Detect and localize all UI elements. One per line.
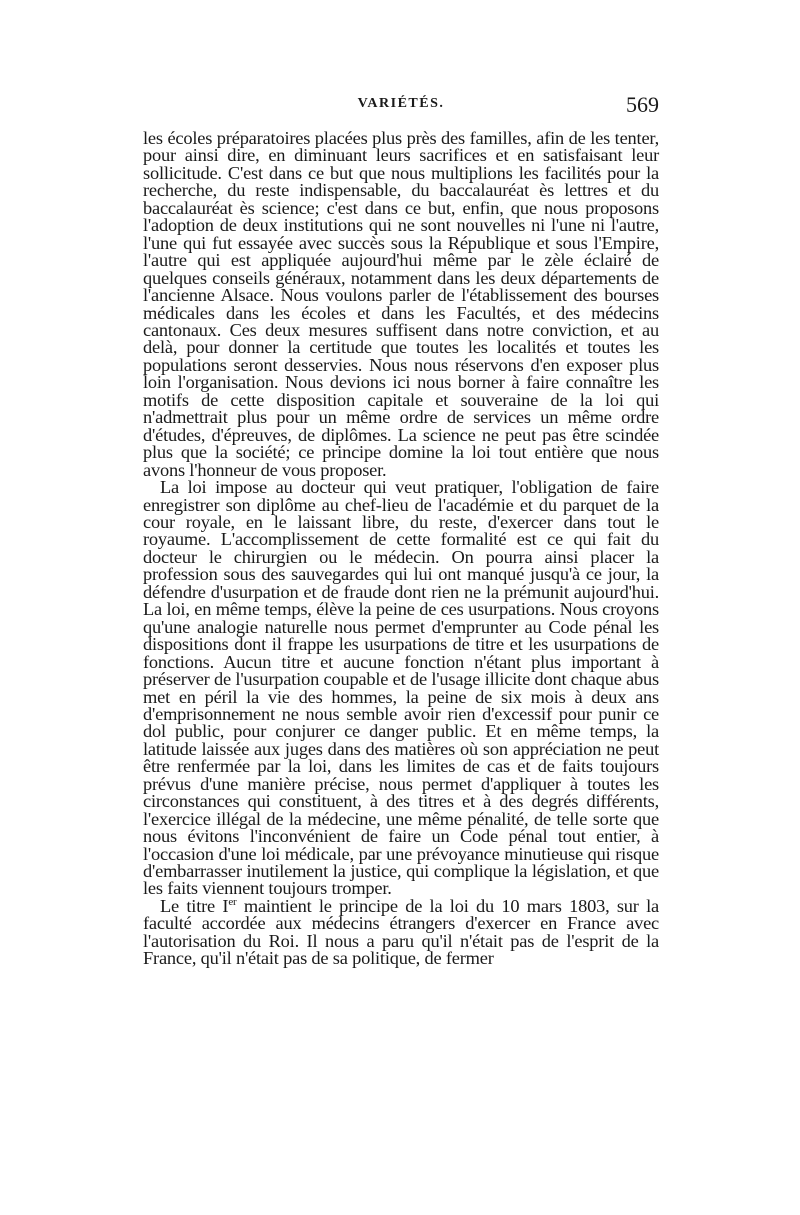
running-head [143, 92, 659, 120]
paragraph-text: Le titre I [160, 895, 229, 916]
superscript: er [228, 895, 237, 908]
paragraph-text: maintient le principe de la loi du 10 mars 1803, sur la faculté accordée aux médecins étrangers d'exercer en France avec l'autorisation du Roi. Il nous a paru qu'il n'était pas de l'esprit de la France, qu'il n'était pas de sa politique, de fermer [143, 895, 659, 969]
page-number: 569 [626, 92, 659, 117]
paragraph [143, 895, 659, 969]
paragraph: La loi impose au docteur qui veut pratiquer, l'obligation de faire enregistrer son diplôme au chef-lieu de l'académie et du parquet de la cour royale, en le laissant libre, du reste, d'exercer dans tout le royaume. L'accomplissement de cette formalité est ce qui fait du docteur le chirurgien ou le médecin. On pourra ainsi placer la profession sous des sauvegardes qui lui ont manqué jusqu'à ce jour, la défendre d'usurpation et de fraude dont rien ne la prémunit aujourd'hui. La loi, en même temps, élève la peine de ces usurpations. Nous croyons qu'une analogie naturelle nous permet d'emprunter au Code pénal les dispositions dont il frappe les usurpations de titre et les usurpations de fonctions. Aucun titre et aucune fonction n'étant plus important à préserver de l'usurpation coupable et de l'usage illicite dont chaque abus met en péril la vie des hommes, la peine de six mois à deux ans d'emprisonnement ne nous semble avoir rien d'excessif pour punir ce dol public, pour conjurer ce danger public. Et en même temps, la latitude laissée aux juges dans des matières où son appréciation ne peut être renfermée par la loi, dans les limites de cas et de faits toujours prévus d'une manière précise, nous permet d'appliquer à toutes les circonstances qui constituent, à des titres et à des degrés différents, l'exercice illégal de la médecine, une même pénalité, de telle sorte que nous évitons l'inconvénient de faire un Code pénal tout entier, à l'occasion d'une loi médicale, par une prévoyance minutieuse qui risque d'embarrasser inutilement la justice, qui complique la législation, et que les faits viennent toujours tromper. [143, 477, 659, 899]
paragraph: les écoles préparatoires placées plus près des familles, afin de les tenter, pour ainsi dire, en diminuant leurs sacrifices et en satisfaisant leur sollicitude. C'est dans ce but que nous multiplions les facilités pour la recherche, du reste indispensable, du baccalauréat ès lettres et du baccalauréat ès science; c'est dans ce but, enfin, que nous proposons l'adoption de deux institutions qui ne sont nouvelles ni l'une ni l'autre, l'une qui fut essayée avec succès sous la République et sous l'Empire, l'autre qui est appliquée aujourd'hui même par le zèle éclairé de quelques conseils généraux, notamment dans les deux départements de l'ancienne Alsace. Nous voulons parler de l'établissement des bourses médicales dans les écoles et dans les Facultés, et des médecins cantonaux. Ces deux mesures suffisent dans notre conviction, et au delà, pour donner la certitude que toutes les localités et toutes les populations seront desservies. Nous nous réservons d'en exposer plus loin l'organisation. Nous devions ici nous borner à faire connaître les motifs de cette disposition capitale et souveraine de la loi qui n'admettrait plus pour un même ordre de services un même ordre d'études, d'épreuves, de diplômes. La science ne peut pas être scindée plus que la société; ce principe domine la loi tout entière que nous avons l'honneur de vous proposer. [143, 128, 659, 480]
body-text [143, 130, 659, 968]
running-title: VARIÉTÉS. [357, 96, 445, 111]
